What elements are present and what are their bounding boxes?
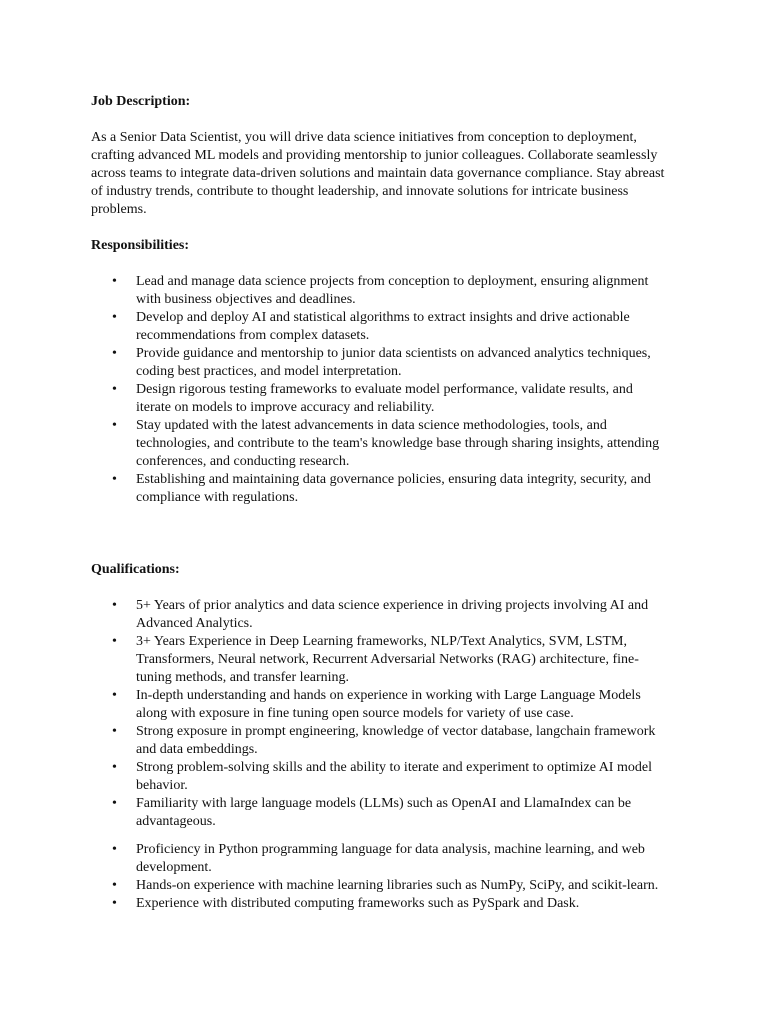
responsibility-text: Establishing and maintaining data governance policies, ensuring data integrity, security, and compliance with regulations. <box>136 472 651 505</box>
responsibility-text: Lead and manage data science projects from conception to deployment, ensuring alignment with business objectives and deadlines. <box>136 274 649 307</box>
responsibility-text: Design rigorous testing frameworks to evaluate model performance, validate results, and iterate on models to improve accuracy and reliability. <box>136 382 633 415</box>
bullet-icon: • <box>112 878 117 893</box>
job-description-body: As a Senior Data Scientist, you will drive data science initiatives from conception to deployment, crafting advanced ML models and providing mentorship to junior colleagues. Collaborate seamlessly across teams to integrate data-driven solutions and maintain data governance compliance. Stay abreast of industry trends, contribute to thought leadership, and innovate solutions for intricate business problems. <box>91 130 665 217</box>
list-item <box>91 841 671 877</box>
list-item <box>91 877 671 895</box>
qualification-text: 3+ Years Experience in Deep Learning frameworks, NLP/Text Analytics, SVM, LSTM, Transformers, Neural network, Recurrent Adversarial Networks (RAG) architecture, fine-tuning methods, and transfer learning. <box>136 634 639 685</box>
qualification-text: Experience with distributed computing frameworks such as PySpark and Dask. <box>136 896 580 911</box>
bullet-icon: • <box>112 598 117 613</box>
list-item <box>91 345 671 381</box>
bullet-icon: • <box>112 346 117 361</box>
qualification-text: Strong problem-solving skills and the ability to iterate and experiment to optimize AI model behavior. <box>136 760 652 793</box>
bullet-icon: • <box>112 842 117 857</box>
responsibility-text: Develop and deploy AI and statistical algorithms to extract insights and drive actionable recommendations from complex datasets. <box>136 310 630 343</box>
list-item <box>91 759 671 795</box>
bullet-icon: • <box>112 688 117 703</box>
qualification-text: Strong exposure in prompt engineering, knowledge of vector database, langchain framework and data embeddings. <box>136 724 656 757</box>
list-item <box>91 381 671 417</box>
qualification-text: In-depth understanding and hands on experience in working with Large Language Models along with exposure in fine tuning open source models for variety of use case. <box>136 688 641 721</box>
bullet-icon: • <box>112 418 117 433</box>
bullet-icon: • <box>112 274 117 289</box>
responsibility-text: Provide guidance and mentorship to junior data scientists on advanced analytics techniques, coding best practices, and model interpretation. <box>136 346 651 379</box>
responsibilities-list <box>91 273 671 507</box>
bullet-icon: • <box>112 634 117 649</box>
bullet-icon: • <box>112 896 117 911</box>
bullet-icon: • <box>112 724 117 739</box>
list-item <box>91 309 671 345</box>
list-item <box>91 895 671 913</box>
bullet-icon: • <box>112 382 117 397</box>
list-item <box>91 417 671 471</box>
list-item <box>91 723 671 759</box>
responsibilities-heading: Responsibilities: <box>91 238 190 253</box>
bullet-icon: • <box>112 310 117 325</box>
list-item <box>91 597 671 633</box>
bullet-icon: • <box>112 760 117 775</box>
job-description-heading: Job Description: <box>91 94 191 109</box>
list-item <box>91 273 671 309</box>
bullet-icon: • <box>112 796 117 811</box>
document-page <box>91 93 671 913</box>
list-item <box>91 633 671 687</box>
qualification-text: Familiarity with large language models (LLMs) such as OpenAI and LlamaIndex can be advantageous. <box>136 796 632 829</box>
qualification-text: 5+ Years of prior analytics and data science experience in driving projects involving AI and Advanced Analytics. <box>136 598 649 631</box>
qualifications-heading: Qualifications: <box>91 562 180 577</box>
responsibility-text: Stay updated with the latest advancements in data science methodologies, tools, and technologies, and contribute to the team's knowledge base through sharing insights, attending conferences, and conducting research. <box>136 418 660 469</box>
qualification-text: Hands-on experience with machine learning libraries such as NumPy, SciPy, and scikit-learn. <box>136 878 659 893</box>
bullet-icon: • <box>112 472 117 487</box>
list-item <box>91 687 671 723</box>
list-item <box>91 795 671 831</box>
qualification-text: Proficiency in Python programming language for data analysis, machine learning, and web development. <box>136 842 645 875</box>
list-item <box>91 471 671 507</box>
qualifications-list <box>91 597 671 913</box>
